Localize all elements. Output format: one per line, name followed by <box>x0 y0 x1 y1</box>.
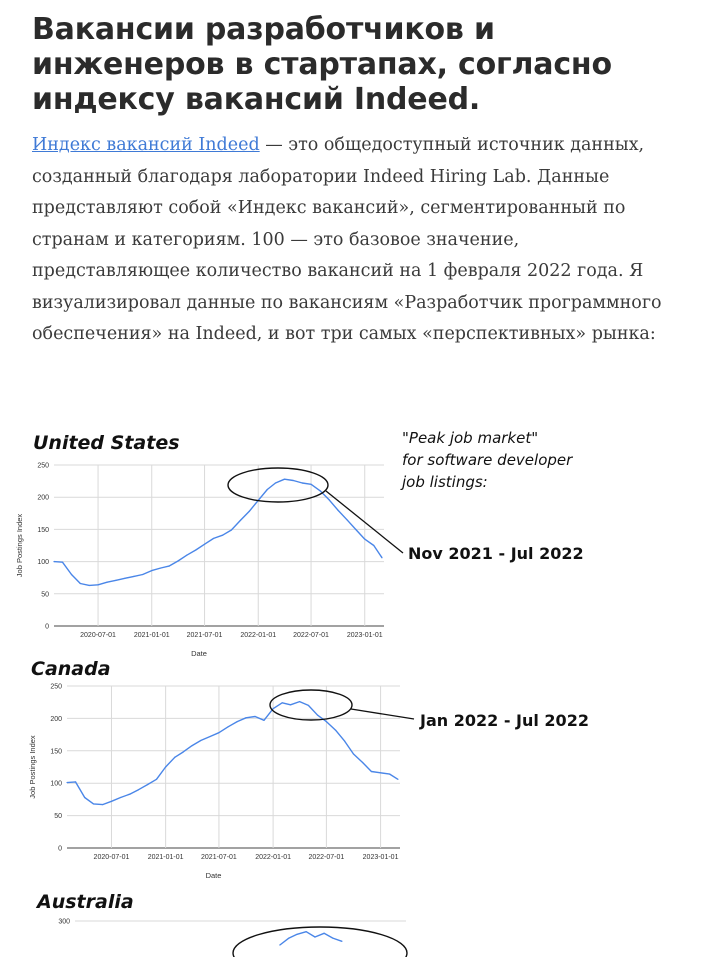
y-tick-label: 250 <box>37 462 49 470</box>
data-point <box>222 535 223 536</box>
data-point <box>397 779 398 780</box>
data-point <box>177 560 178 561</box>
y-tick-label: 100 <box>37 559 49 567</box>
y-tick-label: 300 <box>58 918 70 926</box>
data-point <box>124 578 125 579</box>
y-tick-label: 150 <box>37 526 49 534</box>
data-point <box>314 936 315 937</box>
peak-annotation-line: job listings: <box>402 473 488 491</box>
data-point <box>373 545 374 546</box>
data-point <box>353 753 354 754</box>
data-point <box>288 937 289 938</box>
data-point <box>227 726 228 727</box>
y-tick-label: 150 <box>50 748 62 756</box>
peak-annotation-line: "Peak job market" <box>402 429 539 447</box>
data-point <box>204 544 205 545</box>
charts-svg <box>0 405 713 957</box>
data-point <box>282 702 283 703</box>
indeed-index-link[interactable]: Индекс вакансий Indeed <box>32 135 260 155</box>
data-point <box>341 941 342 942</box>
data-point <box>89 585 90 586</box>
data-point <box>335 729 336 730</box>
data-point <box>120 797 121 798</box>
data-point <box>97 584 98 585</box>
data-point <box>344 740 345 741</box>
x-tick-label: 2023-01-01 <box>362 854 399 861</box>
data-point <box>249 511 250 512</box>
data-point <box>195 549 196 550</box>
x-tick-label: 2021-01-01 <box>147 854 184 861</box>
data-point <box>129 794 130 795</box>
charts-figure <box>0 405 713 957</box>
data-point <box>71 574 72 575</box>
x-tick-label: 2023-01-01 <box>346 632 383 639</box>
data-point <box>308 705 309 706</box>
series-line-1 <box>67 702 398 805</box>
data-point <box>371 771 372 772</box>
x-tick-label: 2020-07-01 <box>93 854 130 861</box>
data-point <box>186 555 187 556</box>
data-point <box>160 567 161 568</box>
data-point <box>306 931 307 932</box>
data-point <box>326 721 327 722</box>
data-point <box>84 797 85 798</box>
data-point <box>380 772 381 773</box>
data-point <box>297 934 298 935</box>
x-tick-label: 2022-01-01 <box>240 632 277 639</box>
x-tick-label: 2022-07-01 <box>293 632 329 639</box>
data-point <box>62 562 63 563</box>
data-point <box>275 482 276 483</box>
data-point <box>245 717 246 718</box>
x-tick-label: 2020-07-01 <box>80 632 116 639</box>
y-axis-label: Job Postings Index <box>28 735 37 799</box>
data-point <box>267 489 268 490</box>
data-point <box>364 538 365 539</box>
data-point <box>299 701 300 702</box>
article-title: Вакансии разработчиков и инженеров в стартапах, согласно индексу вакансий Indeed. <box>32 12 612 117</box>
data-point <box>293 480 294 481</box>
data-point <box>93 803 94 804</box>
y-tick-label: 100 <box>50 780 62 788</box>
chart-title-2: Australia <box>37 891 134 913</box>
chart-title-0: United States <box>33 432 180 454</box>
data-point <box>165 766 166 767</box>
data-point <box>102 804 103 805</box>
data-point <box>116 580 117 581</box>
data-point <box>302 482 303 483</box>
x-tick-label: 2022-01-01 <box>255 854 292 861</box>
ca-range-label: Jan 2022 - Jul 2022 <box>420 711 589 730</box>
data-point <box>138 789 139 790</box>
us-range-label: Nov 2021 - Jul 2022 <box>408 544 584 563</box>
data-point <box>320 490 321 491</box>
y-tick-label: 0 <box>45 623 49 631</box>
data-point <box>346 519 347 520</box>
data-point <box>66 782 67 783</box>
article <box>32 0 682 351</box>
y-tick-label: 250 <box>50 683 62 691</box>
y-tick-label: 0 <box>58 845 62 853</box>
data-point <box>142 574 143 575</box>
data-point <box>237 721 238 722</box>
data-point <box>111 801 112 802</box>
x-tick-label: 2021-07-01 <box>186 632 223 639</box>
chart-title-1: Canada <box>31 658 111 680</box>
data-point <box>355 529 356 530</box>
data-point <box>192 745 193 746</box>
data-point <box>182 751 183 752</box>
data-point <box>323 933 324 934</box>
y-tick-label: 50 <box>41 591 49 599</box>
x-axis-label: Date <box>205 871 222 880</box>
data-point <box>231 529 232 530</box>
ca-peak-ellipse <box>270 690 352 720</box>
data-point <box>263 720 264 721</box>
y-tick-label: 50 <box>54 813 62 821</box>
data-point <box>151 570 152 571</box>
data-point <box>168 566 169 567</box>
data-point <box>107 582 108 583</box>
data-point <box>255 716 256 717</box>
data-point <box>80 583 81 584</box>
data-point <box>329 499 330 500</box>
au-peak-ellipse <box>233 927 407 957</box>
y-axis-label: Job Postings Index <box>15 513 24 578</box>
data-point <box>174 757 175 758</box>
data-point <box>53 561 54 562</box>
x-tick-label: 2022-07-01 <box>308 854 345 861</box>
article-intro <box>32 130 672 351</box>
data-point <box>213 538 214 539</box>
data-point <box>284 479 285 480</box>
data-point <box>147 784 148 785</box>
data-point <box>133 576 134 577</box>
data-point <box>156 779 157 780</box>
data-point <box>389 774 390 775</box>
x-tick-label: 2021-07-01 <box>201 854 237 861</box>
intro-text: — это общедоступный источник данных, созданный благодаря лаборатории Indeed Hiring Lab. Данные представляют собой «Индекс вакансий», сегментированный по странам и категориям. 100 — это базовое значение, представляющее количество вакансий на 1 февраля 2022 года. Я визуализировал данные по вакансиям «Разработчик программного обеспечения» на Indeed, и вот три самых «перспективных» рынка: <box>32 135 662 344</box>
data-point <box>218 732 219 733</box>
data-point <box>290 704 291 705</box>
x-tick-label: 2021-01-01 <box>133 632 170 639</box>
data-point <box>381 557 382 558</box>
x-axis-label: Date <box>191 649 207 658</box>
y-tick-label: 200 <box>50 715 62 723</box>
data-point <box>337 509 338 510</box>
data-point <box>317 715 318 716</box>
y-tick-label: 200 <box>37 494 49 502</box>
data-point <box>362 762 363 763</box>
data-point <box>310 484 311 485</box>
peak-annotation-line: for software developer <box>402 451 573 469</box>
data-point <box>332 937 333 938</box>
data-point <box>273 708 274 709</box>
data-point <box>279 944 280 945</box>
data-point <box>240 520 241 521</box>
series-line-0 <box>54 479 382 585</box>
data-point <box>209 736 210 737</box>
data-point <box>75 781 76 782</box>
ca-callout-line <box>351 709 414 719</box>
data-point <box>200 740 201 741</box>
